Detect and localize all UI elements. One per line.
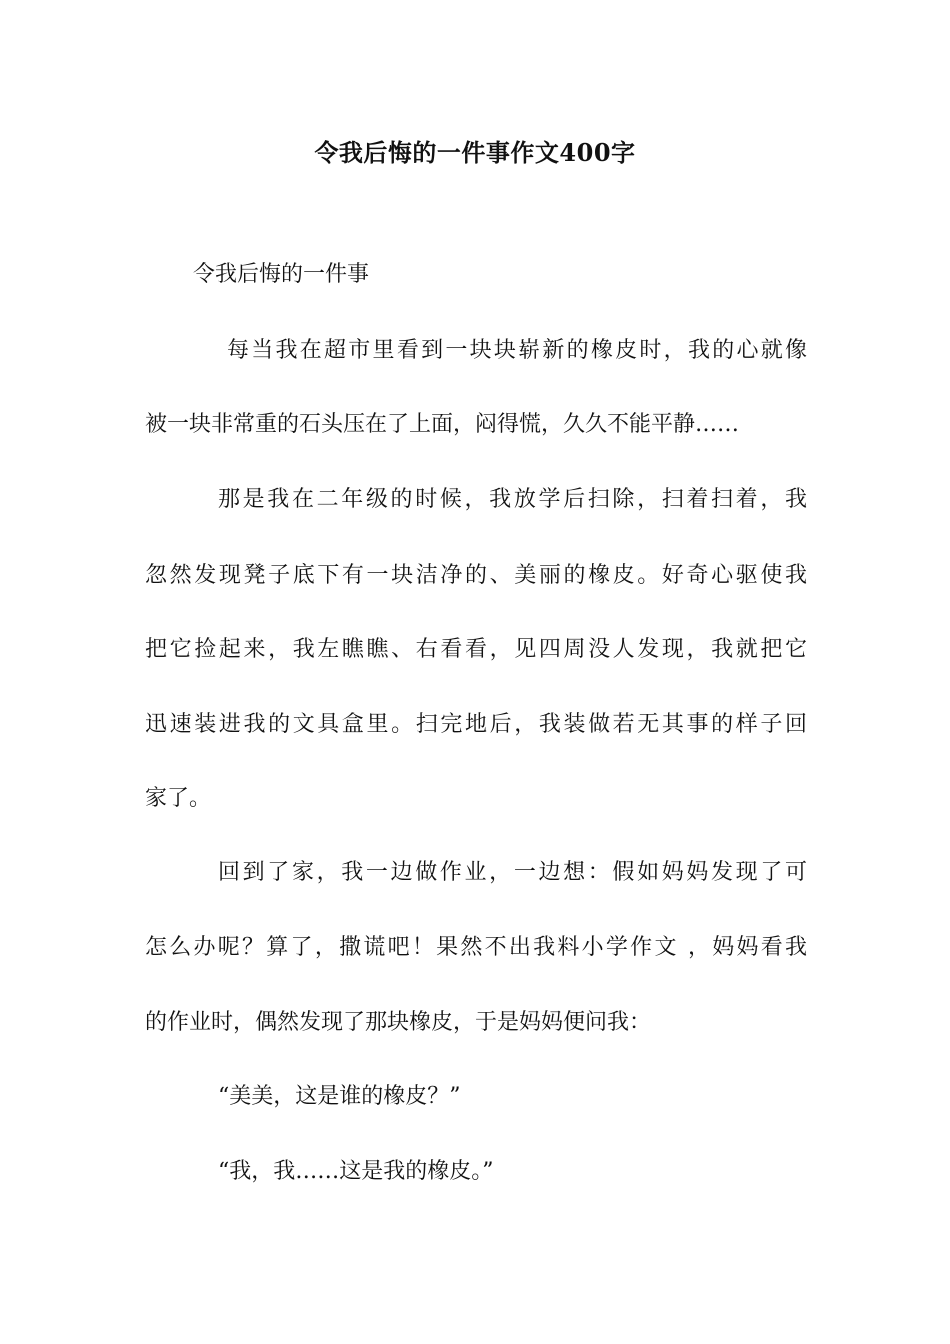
paragraph-line: 每当我在超市里看到一块块崭新的橡皮时，我的心就像 xyxy=(227,338,807,363)
paragraph-line: 怎么办呢？算了，撒谎吧！果然不出我料小学作文 ，妈妈看我 xyxy=(145,935,807,960)
paragraph-line: 回到了家，我一边做作业，一边想：假如妈妈发现了可 xyxy=(218,860,807,885)
paragraph-line: 家了。 xyxy=(145,786,212,811)
paragraph-line: 被一块非常重的石头压在了上面，闷得慌，久久不能平静…… xyxy=(145,412,740,437)
dialogue-line: “我，我……这是我的橡皮。” xyxy=(218,1159,494,1184)
paragraph-line: 的作业时，偶然发现了那块橡皮，于是妈妈便问我： xyxy=(145,1010,652,1035)
paragraph-line: 那是我在二年级的时候，我放学后扫除，扫着扫着，我 xyxy=(218,487,807,512)
dialogue-line: “美美，这是谁的橡皮？” xyxy=(218,1084,461,1109)
paragraph-line: 忽然发现凳子底下有一块洁净的、美丽的橡皮。好奇心驱使我 xyxy=(145,563,807,588)
paragraph-line: 迅速装进我的文具盒里。扫完地后，我装做若无其事的样子回 xyxy=(145,712,807,737)
paragraph-line: 把它捡起来，我左瞧瞧、右看看，见四周没人发现，我就把它 xyxy=(145,637,807,662)
section-heading: 令我后悔的一件事 xyxy=(193,262,370,287)
document-title: 令我后悔的一件事作文400字 xyxy=(314,138,636,167)
